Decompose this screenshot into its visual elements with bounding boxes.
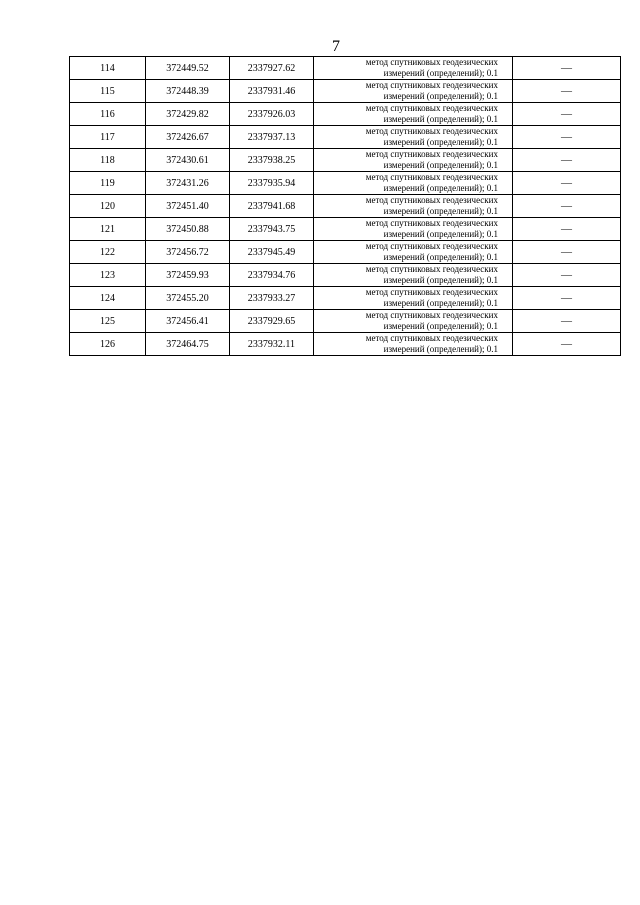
point-number: 118 [100,154,115,166]
x-coordinate: 372451.40 [166,200,209,212]
method-line-1: метод спутниковых геодезических [365,57,498,67]
x-coordinate-cell [146,195,230,218]
table-row [70,287,621,310]
method-line-2: измерений (определений); 0.1 [383,183,498,193]
method-cell [314,57,513,80]
coordinates-table-body [70,57,621,356]
method-line-2: измерений (определений); 0.1 [383,137,498,147]
y-coordinate: 2337931.46 [247,85,296,97]
note-cell [513,287,621,310]
method-cell [314,333,513,356]
method-line-1: метод спутниковых геодезических [365,126,498,136]
x-coordinate-cell [146,310,230,333]
y-coordinate: 2337927.62 [247,62,296,74]
note-dash: — [561,246,572,258]
note-cell [513,195,621,218]
note-cell [513,172,621,195]
x-coordinate-cell [146,126,230,149]
coordinates-table [69,56,621,356]
point-number: 121 [100,223,115,235]
note-dash: — [561,200,572,212]
point-number-cell [70,218,146,241]
table-row [70,333,621,356]
point-number-cell [70,172,146,195]
y-coordinate-cell [230,149,314,172]
x-coordinate-cell [146,172,230,195]
note-cell [513,57,621,80]
method-cell [314,172,513,195]
note-dash: — [561,223,572,235]
table-row [70,57,621,80]
point-number-cell [70,80,146,103]
table-row [70,172,621,195]
x-coordinate: 372426.67 [166,131,209,143]
y-coordinate: 2337933.27 [247,292,296,304]
y-coordinate-cell [230,57,314,80]
table-row [70,218,621,241]
y-coordinate: 2337926.03 [247,108,296,120]
method-line-1: метод спутниковых геодезических [365,80,498,90]
point-number-cell [70,310,146,333]
table-row [70,126,621,149]
y-coordinate-cell [230,241,314,264]
y-coordinate-cell [230,333,314,356]
method-cell [314,195,513,218]
y-coordinate: 2337929.65 [247,315,296,327]
table-row [70,195,621,218]
x-coordinate-cell [146,80,230,103]
y-coordinate-cell [230,218,314,241]
x-coordinate-cell [146,333,230,356]
note-cell [513,80,621,103]
y-coordinate-cell [230,103,314,126]
y-coordinate: 2337941.68 [247,200,296,212]
y-coordinate-cell [230,80,314,103]
y-coordinate: 2337935.94 [247,177,296,189]
note-cell [513,126,621,149]
method-line-2: измерений (определений); 0.1 [383,298,498,308]
x-coordinate-cell [146,264,230,287]
method-cell [314,310,513,333]
method-line-1: метод спутниковых геодезических [365,333,498,343]
x-coordinate: 372449.52 [166,62,209,74]
point-number: 123 [100,269,115,281]
x-coordinate: 372456.72 [166,246,209,258]
method-cell [314,287,513,310]
x-coordinate-cell [146,57,230,80]
method-cell [314,218,513,241]
point-number-cell [70,287,146,310]
note-dash: — [561,85,572,97]
y-coordinate-cell [230,172,314,195]
method-line-2: измерений (определений); 0.1 [383,252,498,262]
point-number-cell [70,195,146,218]
y-coordinate: 2337937.13 [247,131,296,143]
point-number-cell [70,333,146,356]
y-coordinate-cell [230,264,314,287]
table-row [70,103,621,126]
table-row [70,80,621,103]
point-number: 126 [100,338,115,350]
method-cell [314,241,513,264]
point-number: 115 [100,85,115,97]
method-line-1: метод спутниковых геодезических [365,149,498,159]
x-coordinate: 372448.39 [166,85,209,97]
note-cell [513,310,621,333]
x-coordinate: 372456.41 [166,315,209,327]
y-coordinate: 2337932.11 [247,338,296,350]
x-coordinate: 372459.93 [166,269,209,281]
x-coordinate-cell [146,218,230,241]
note-cell [513,241,621,264]
method-line-1: метод спутниковых геодезических [365,310,498,320]
y-coordinate-cell [230,195,314,218]
method-line-1: метод спутниковых геодезических [365,241,498,251]
method-cell [314,126,513,149]
point-number: 124 [100,292,115,304]
note-dash: — [561,177,572,189]
note-dash: — [561,108,572,120]
point-number: 119 [100,177,115,189]
method-line-2: измерений (определений); 0.1 [383,321,498,331]
x-coordinate: 372455.20 [166,292,209,304]
method-line-1: метод спутниковых геодезических [365,172,498,182]
method-line-1: метод спутниковых геодезических [365,264,498,274]
method-line-2: измерений (определений); 0.1 [383,91,498,101]
y-coordinate: 2337934.76 [247,269,296,281]
x-coordinate: 372429.82 [166,108,209,120]
note-cell [513,333,621,356]
method-line-1: метод спутниковых геодезических [365,103,498,113]
x-coordinate: 372450.88 [166,223,209,235]
note-dash: — [561,269,572,281]
point-number: 120 [100,200,115,212]
point-number-cell [70,126,146,149]
table-row [70,310,621,333]
y-coordinate-cell [230,310,314,333]
table-row [70,149,621,172]
note-cell [513,218,621,241]
method-line-2: измерений (определений); 0.1 [383,114,498,124]
method-line-2: измерений (определений); 0.1 [383,344,498,354]
x-coordinate-cell [146,149,230,172]
table-row [70,264,621,287]
y-coordinate-cell [230,287,314,310]
y-coordinate: 2337938.25 [247,154,296,166]
point-number: 114 [100,62,115,74]
note-cell [513,103,621,126]
note-dash: — [561,131,572,143]
method-line-2: измерений (определений); 0.1 [383,275,498,285]
x-coordinate: 372431.26 [166,177,209,189]
x-coordinate-cell [146,287,230,310]
y-coordinate: 2337945.49 [247,246,296,258]
method-line-2: измерений (определений); 0.1 [383,229,498,239]
x-coordinate-cell [146,103,230,126]
note-cell [513,149,621,172]
point-number-cell [70,264,146,287]
method-line-1: метод спутниковых геодезических [365,287,498,297]
method-cell [314,264,513,287]
note-dash: — [561,338,572,350]
point-number-cell [70,149,146,172]
note-dash: — [561,62,572,74]
point-number: 117 [100,131,115,143]
note-dash: — [561,154,572,166]
method-cell [314,103,513,126]
y-coordinate: 2337943.75 [247,223,296,235]
method-cell [314,80,513,103]
x-coordinate-cell [146,241,230,264]
point-number-cell [70,57,146,80]
point-number-cell [70,103,146,126]
x-coordinate: 372430.61 [166,154,209,166]
y-coordinate-cell [230,126,314,149]
point-number: 125 [100,315,115,327]
method-cell [314,149,513,172]
table-row [70,241,621,264]
note-dash: — [561,292,572,304]
point-number-cell [70,241,146,264]
note-cell [513,264,621,287]
method-line-2: измерений (определений); 0.1 [383,68,498,78]
point-number: 122 [100,246,115,258]
point-number: 116 [100,108,115,120]
method-line-2: измерений (определений); 0.1 [383,206,498,216]
method-line-1: метод спутниковых геодезических [365,218,498,228]
note-dash: — [561,315,572,327]
method-line-1: метод спутниковых геодезических [365,195,498,205]
x-coordinate: 372464.75 [166,338,209,350]
method-line-2: измерений (определений); 0.1 [383,160,498,170]
page-number: 7 [332,38,340,55]
